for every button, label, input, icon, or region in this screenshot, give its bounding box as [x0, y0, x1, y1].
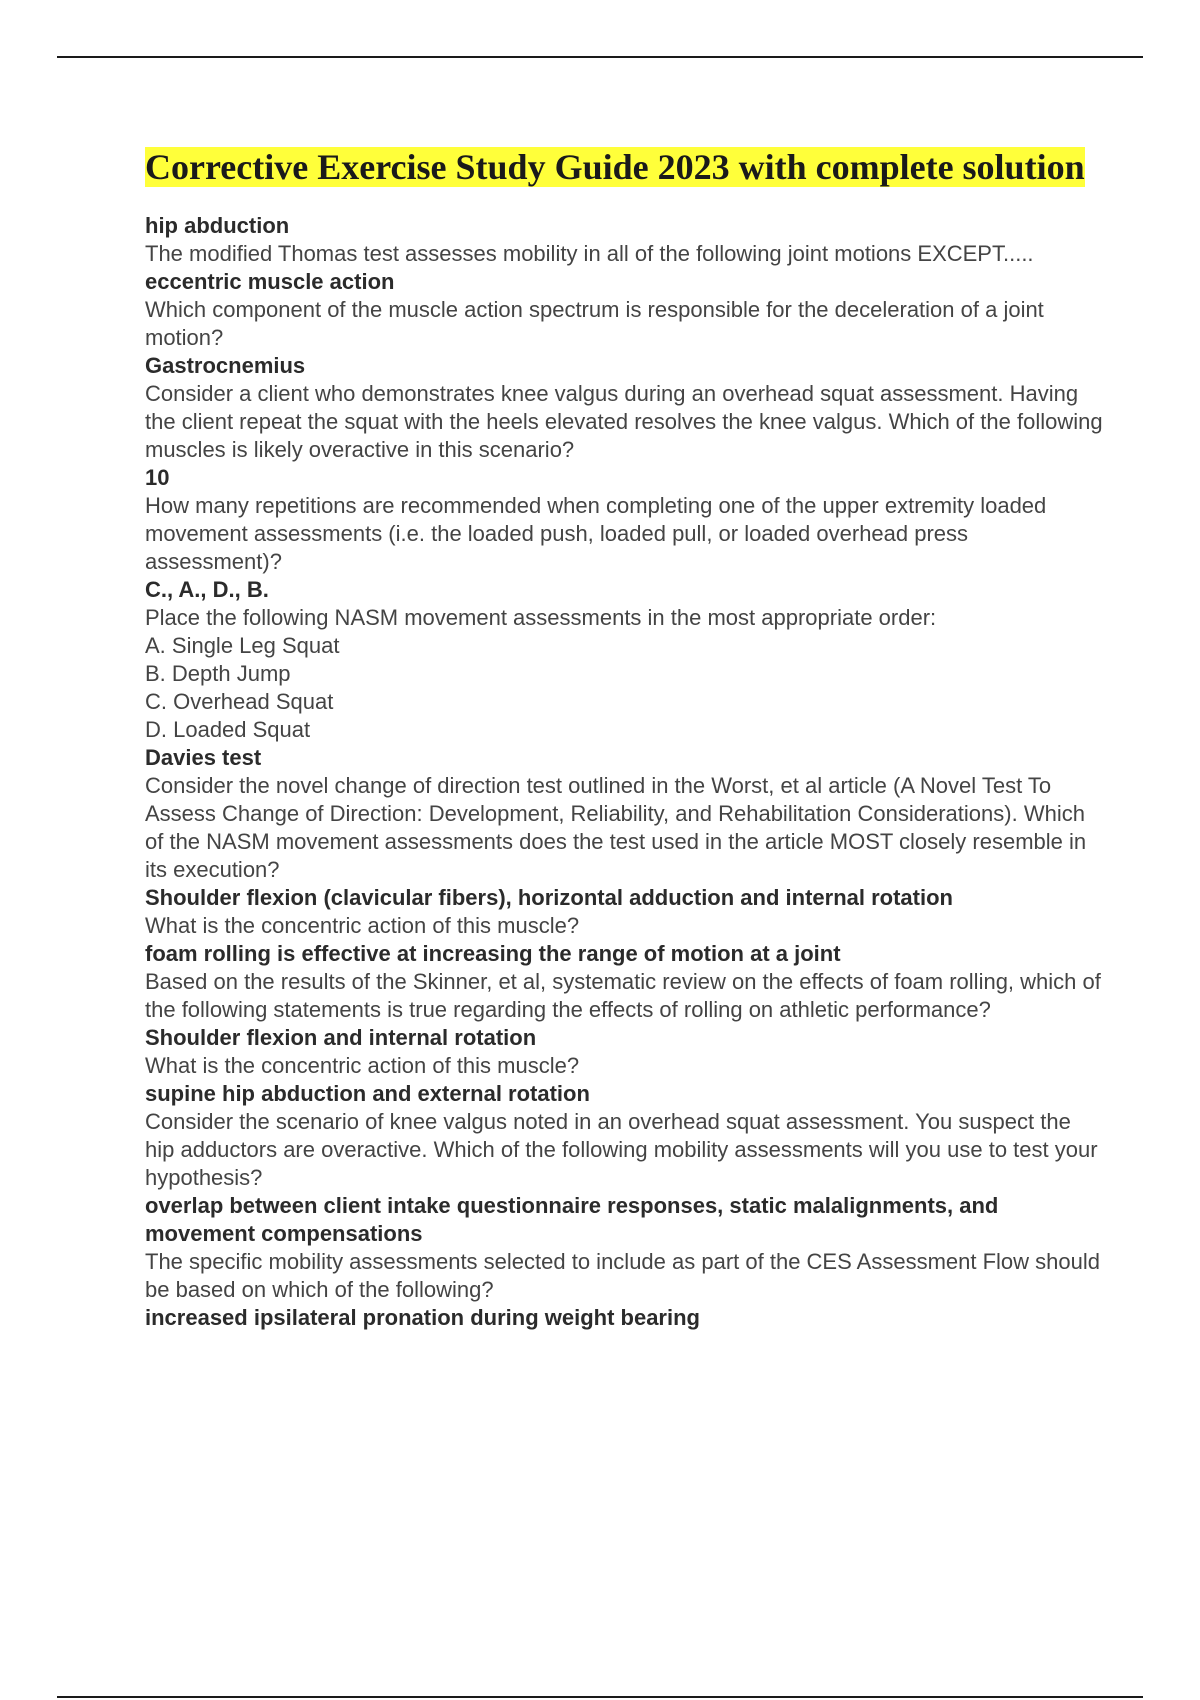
answer-11: overlap between client intake questionnaire responses, static malalignments, and movement compensations	[145, 1193, 999, 1246]
option-a: A. Single Leg Squat	[145, 633, 340, 658]
question-4: How many repetitions are recommended when completing one of the upper extremity loaded movement assessments (i.e. the loaded push, loaded pull, or loaded overhead press assessment)?	[145, 493, 1047, 574]
question-5: Place the following NASM movement assessments in the most appropriate order:	[145, 605, 937, 630]
question-8: Based on the results of the Skinner, et al, systematic review on the effects of foam rolling, which of the following statements is true regarding the effects of rolling on athletic performance?	[145, 969, 1101, 1022]
question-6: Consider the novel change of direction test outlined in the Worst, et al article (A Novel Test To Assess Change of Direction: Development, Reliability, and Rehabilitation Considerations). Which of the NASM movement assessments does the test used in the article MOST closely resemble in its execution?	[145, 773, 1087, 882]
answer-2: eccentric muscle action	[145, 269, 395, 294]
question-1: The modified Thomas test assesses mobility in all of the following joint motions EXCEPT.....	[145, 241, 1034, 266]
question-3: Consider a client who demonstrates knee valgus during an overhead squat assessment. Having the client repeat the squat with the heels elevated resolves the knee valgus. Which of the following muscles is likely overactive in this scenario?	[145, 381, 1103, 462]
qa-list	[145, 212, 1105, 1332]
option-b: B. Depth Jump	[145, 661, 291, 686]
answer-7: Shoulder flexion (clavicular fibers), horizontal adduction and internal rotation	[145, 885, 953, 910]
answer-8: foam rolling is effective at increasing the range of motion at a joint	[145, 941, 841, 966]
option-d: D. Loaded Squat	[145, 717, 311, 742]
answer-6: Davies test	[145, 745, 262, 770]
answer-12: increased ipsilateral pronation during weight bearing	[145, 1305, 700, 1330]
document-body	[145, 146, 1105, 1332]
question-2: Which component of the muscle action spectrum is responsible for the deceleration of a joint motion?	[145, 297, 1044, 350]
answer-4: 10	[145, 465, 170, 490]
answer-3: Gastrocnemius	[145, 353, 306, 378]
top-rule	[57, 56, 1143, 58]
answer-10: supine hip abduction and external rotation	[145, 1081, 590, 1106]
question-11: The specific mobility assessments selected to include as part of the CES Assessment Flow should be based on which of the following?	[145, 1249, 1100, 1302]
question-10: Consider the scenario of knee valgus noted in an overhead squat assessment. You suspect the hip adductors are overactive. Which of the following mobility assessments will you use to test your hypothesis?	[145, 1109, 1098, 1190]
answer-9: Shoulder flexion and internal rotation	[145, 1025, 537, 1050]
option-c: C. Overhead Squat	[145, 689, 334, 714]
question-7: What is the concentric action of this muscle?	[145, 913, 580, 938]
document-title: Corrective Exercise Study Guide 2023 with complete solution	[145, 147, 1085, 187]
answer-5: C., A., D., B.	[145, 577, 269, 602]
bottom-rule	[57, 1696, 1143, 1698]
question-9: What is the concentric action of this muscle?	[145, 1053, 580, 1078]
answer-1: hip abduction	[145, 213, 290, 238]
